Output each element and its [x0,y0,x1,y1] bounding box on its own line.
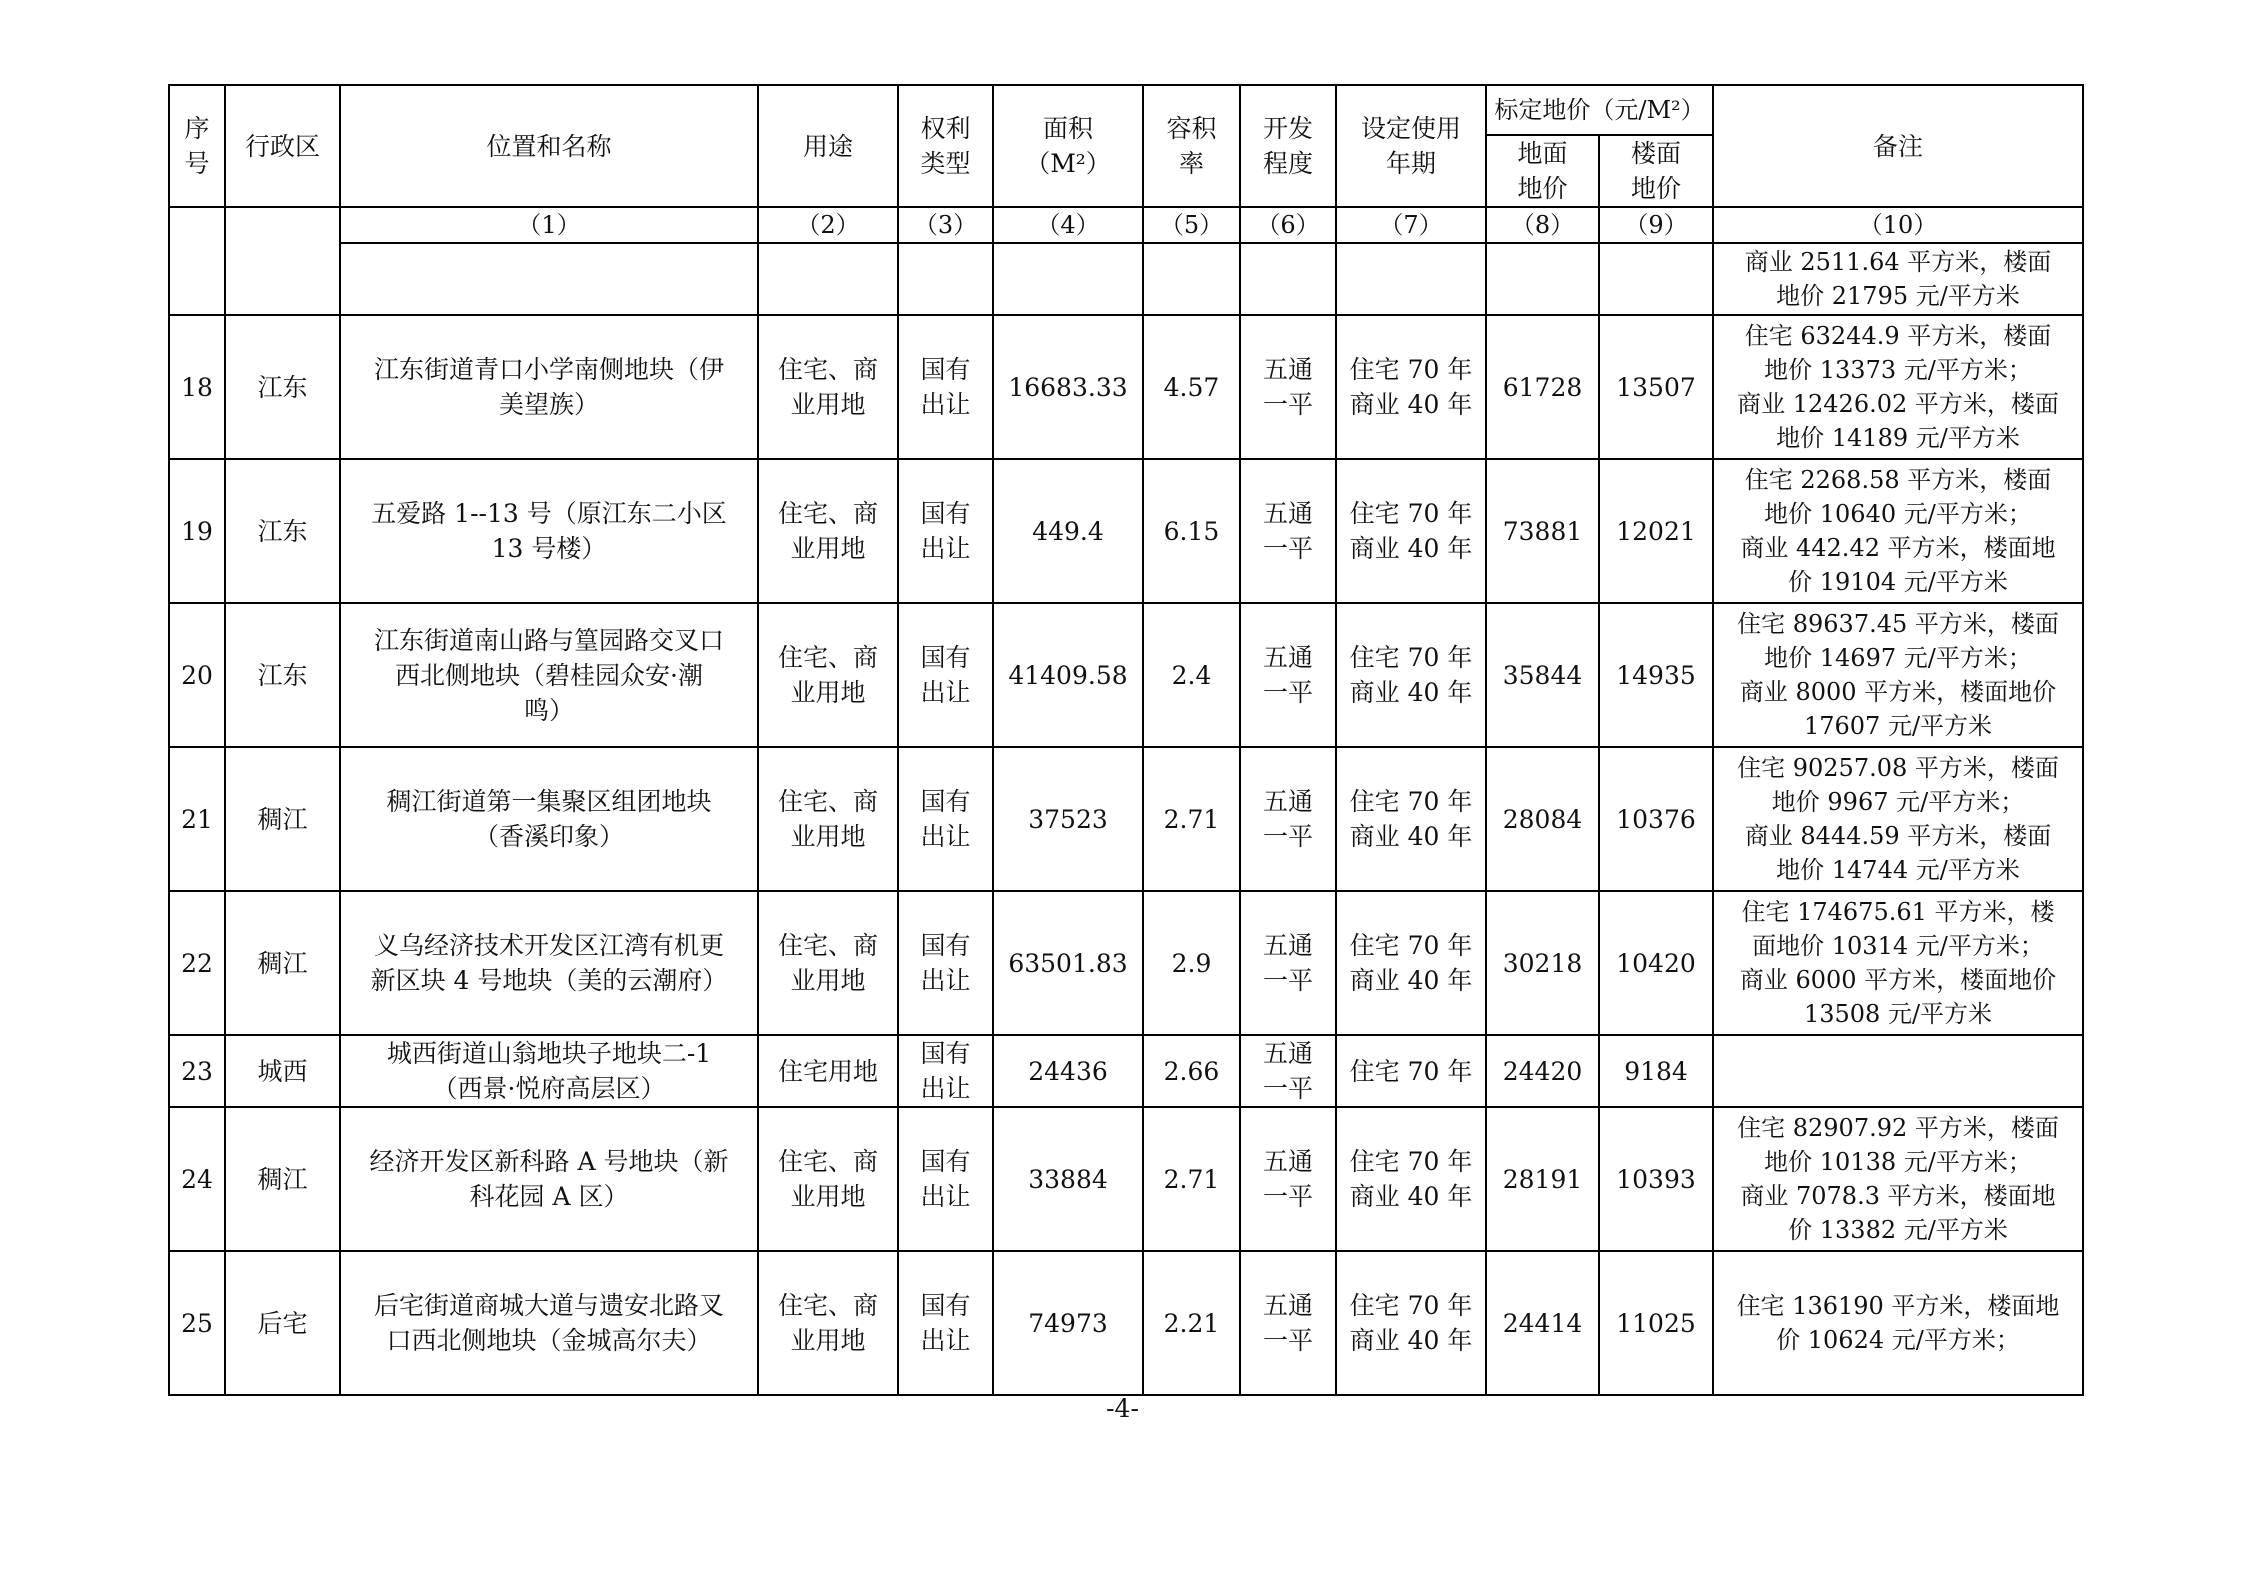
row-dev: 五通 一平 [1240,1251,1336,1395]
row-use: 住宅、商 业用地 [758,1251,898,1395]
header-area: 面积 （M²） [993,85,1143,207]
row-far: 4.57 [1143,315,1240,459]
row-rights: 国有 出让 [898,1035,993,1107]
row-remark: 住宅 90257.08 平方米，楼面 地价 9967 元/平方米； 商业 8444.59 平方米，楼面 地价 14744 元/平方米 [1713,747,2083,891]
header-rights: 权利 类型 [898,85,993,207]
row-floor-price: 10376 [1599,747,1713,891]
row-far: 6.15 [1143,459,1240,603]
row-area: 74973 [993,1251,1143,1395]
table-row [169,603,2083,747]
row-rights: 国有 出让 [898,603,993,747]
table-row [169,1107,2083,1251]
row-remark: 住宅 2268.58 平方米，楼面 地价 10640 元/平方米； 商业 442.42 平方米，楼面地 价 19104 元/平方米 [1713,459,2083,603]
row-location: 稠江街道第一集聚区组团地块 （香溪印象） [340,747,758,891]
row-far: 2.66 [1143,1035,1240,1107]
row-district: 稠江 [225,891,340,1035]
header-remark: 备注 [1713,85,2083,207]
continuation-row [169,243,2083,315]
row-seq: 20 [169,603,225,747]
table-row [169,315,2083,459]
row-area: 33884 [993,1107,1143,1251]
row-rights: 国有 出让 [898,747,993,891]
row-area: 449.4 [993,459,1143,603]
row-seq: 22 [169,891,225,1035]
row-floor-price: 10393 [1599,1107,1713,1251]
header-far: 容积 率 [1143,85,1240,207]
header-row-1 [169,85,2083,135]
row-land-price: 30218 [1486,891,1599,1035]
row-floor-price: 10420 [1599,891,1713,1035]
row-area: 16683.33 [993,315,1143,459]
row-term: 住宅 70 年 商业 40 年 [1336,603,1486,747]
header-term: 设定使用 年期 [1336,85,1486,207]
row-far: 2.9 [1143,891,1240,1035]
header-district: 行政区 [225,85,340,207]
index-cell: （7） [1336,207,1486,243]
header-use: 用途 [758,85,898,207]
row-term: 住宅 70 年 商业 40 年 [1336,747,1486,891]
row-term: 住宅 70 年 商业 40 年 [1336,891,1486,1035]
row-land-price: 35844 [1486,603,1599,747]
row-floor-price: 14935 [1599,603,1713,747]
row-land-price: 28084 [1486,747,1599,891]
table-row [169,459,2083,603]
land-price-table [168,84,2084,1396]
row-use: 住宅用地 [758,1035,898,1107]
index-cell: （6） [1240,207,1336,243]
continuation-blank [1486,243,1599,315]
row-use: 住宅、商 业用地 [758,891,898,1035]
continuation-blank [993,243,1143,315]
row-dev: 五通 一平 [1240,891,1336,1035]
row-term: 住宅 70 年 [1336,1035,1486,1107]
row-rights: 国有 出让 [898,1107,993,1251]
row-land-price: 61728 [1486,315,1599,459]
row-area: 63501.83 [993,891,1143,1035]
row-floor-price: 11025 [1599,1251,1713,1395]
row-district: 稠江 [225,747,340,891]
row-seq: 24 [169,1107,225,1251]
header-seq: 序 号 [169,85,225,207]
continuation-blank [1143,243,1240,315]
row-far: 2.71 [1143,747,1240,891]
row-location: 后宅街道商城大道与遗安北路叉 口西北侧地块（金城高尔夫） [340,1251,758,1395]
row-dev: 五通 一平 [1240,459,1336,603]
row-remark: 住宅 63244.9 平方米，楼面 地价 13373 元/平方米； 商业 12426.02 平方米，楼面 地价 14189 元/平方米 [1713,315,2083,459]
row-dev: 五通 一平 [1240,1107,1336,1251]
row-seq: 19 [169,459,225,603]
header-location: 位置和名称 [340,85,758,207]
index-cell: （3） [898,207,993,243]
row-seq: 21 [169,747,225,891]
header-dev: 开发 程度 [1240,85,1336,207]
table-row [169,891,2083,1035]
row-district: 江东 [225,459,340,603]
row-location: 五爱路 1--13 号（原江东二小区 13 号楼） [340,459,758,603]
continuation-blank [1336,243,1486,315]
row-land-price: 28191 [1486,1107,1599,1251]
row-district: 后宅 [225,1251,340,1395]
index-cell: （8） [1486,207,1599,243]
row-term: 住宅 70 年 商业 40 年 [1336,1107,1486,1251]
index-cell: （1） [340,207,758,243]
row-district: 江东 [225,315,340,459]
row-area: 24436 [993,1035,1143,1107]
row-land-price: 73881 [1486,459,1599,603]
index-cell: （2） [758,207,898,243]
index-cell: （9） [1599,207,1713,243]
row-rights: 国有 出让 [898,891,993,1035]
index-cell: （10） [1713,207,2083,243]
continuation-blank [758,243,898,315]
row-dev: 五通 一平 [1240,315,1336,459]
header-floor-price: 楼面 地价 [1599,135,1713,207]
row-dev: 五通 一平 [1240,1035,1336,1107]
row-term: 住宅 70 年 商业 40 年 [1336,459,1486,603]
row-use: 住宅、商 业用地 [758,747,898,891]
index-row [169,207,2083,243]
row-use: 住宅、商 业用地 [758,1107,898,1251]
continuation-blank [898,243,993,315]
index-blank-district [225,207,340,315]
row-area: 41409.58 [993,603,1143,747]
row-use: 住宅、商 业用地 [758,603,898,747]
row-dev: 五通 一平 [1240,747,1336,891]
row-floor-price: 12021 [1599,459,1713,603]
row-far: 2.4 [1143,603,1240,747]
row-land-price: 24414 [1486,1251,1599,1395]
row-seq: 25 [169,1251,225,1395]
table-row [169,747,2083,891]
index-blank-seq [169,207,225,315]
row-term: 住宅 70 年 商业 40 年 [1336,315,1486,459]
row-rights: 国有 出让 [898,315,993,459]
row-rights: 国有 出让 [898,1251,993,1395]
row-land-price: 24420 [1486,1035,1599,1107]
table-row [169,1251,2083,1395]
row-location: 城西街道山翁地块子地块二-1 （西景·悦府高层区） [340,1035,758,1107]
row-location: 江东街道青口小学南侧地块（伊 美望族） [340,315,758,459]
row-remark [1713,1035,2083,1107]
row-district: 城西 [225,1035,340,1107]
header-land-price: 地面 地价 [1486,135,1599,207]
row-use: 住宅、商 业用地 [758,459,898,603]
continuation-remark: 商业 2511.64 平方米，楼面 地价 21795 元/平方米 [1713,243,2083,315]
row-floor-price: 9184 [1599,1035,1713,1107]
row-far: 2.21 [1143,1251,1240,1395]
row-seq: 23 [169,1035,225,1107]
row-location: 江东街道南山路与篁园路交叉口 西北侧地块（碧桂园众安·潮 鸣） [340,603,758,747]
header-price-group: 标定地价（元/M²） [1486,85,1713,135]
row-area: 37523 [993,747,1143,891]
row-location: 经济开发区新科路 A 号地块（新 科花园 A 区） [340,1107,758,1251]
row-rights: 国有 出让 [898,459,993,603]
continuation-blank [340,243,758,315]
row-remark: 住宅 82907.92 平方米，楼面 地价 10138 元/平方米； 商业 7078.3 平方米，楼面地 价 13382 元/平方米 [1713,1107,2083,1251]
row-term: 住宅 70 年 商业 40 年 [1336,1251,1486,1395]
continuation-blank [1240,243,1336,315]
row-remark: 住宅 89637.45 平方米，楼面 地价 14697 元/平方米； 商业 8000 平方米，楼面地价 17607 元/平方米 [1713,603,2083,747]
index-cell: （4） [993,207,1143,243]
index-cell: （5） [1143,207,1240,243]
row-remark: 住宅 174675.61 平方米，楼 面地价 10314 元/平方米； 商业 6000 平方米，楼面地价 13508 元/平方米 [1713,891,2083,1035]
row-remark: 住宅 136190 平方米，楼面地 价 10624 元/平方米； [1713,1251,2083,1395]
row-district: 江东 [225,603,340,747]
row-far: 2.71 [1143,1107,1240,1251]
row-location: 义乌经济技术开发区江湾有机更 新区块 4 号地块（美的云潮府） [340,891,758,1035]
continuation-blank [1599,243,1713,315]
row-district: 稠江 [225,1107,340,1251]
table-row [169,1035,2083,1107]
row-dev: 五通 一平 [1240,603,1336,747]
page-number: -4- [1106,1394,1139,1423]
row-floor-price: 13507 [1599,315,1713,459]
row-use: 住宅、商 业用地 [758,315,898,459]
row-seq: 18 [169,315,225,459]
